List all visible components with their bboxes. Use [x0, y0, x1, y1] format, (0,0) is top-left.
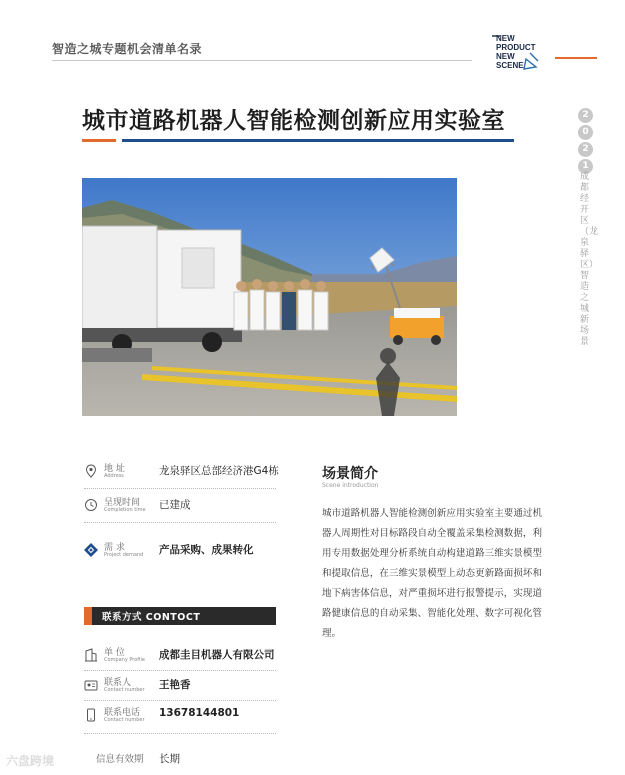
- row-divider: [84, 733, 276, 734]
- header-title: 智造之城专题机会清单名录: [52, 42, 203, 56]
- row-divider: [84, 700, 276, 701]
- logo-line-2: PRODUCT: [496, 43, 536, 52]
- validity-value: 长期: [159, 753, 180, 765]
- address-value: 龙泉驿区总部经济港G4栋: [159, 465, 279, 477]
- row-divider: [84, 670, 276, 671]
- contact-phone-value: 13678144801: [159, 707, 240, 719]
- company-label-en: Company Profile: [104, 657, 145, 663]
- logo-accent-bar: [555, 57, 597, 59]
- completion-label: 呈现时间: [104, 498, 141, 508]
- year-digit: 2: [578, 142, 593, 157]
- contact-heading-accent: [84, 607, 92, 625]
- demand-label: 需 求: [104, 543, 125, 553]
- contact-heading: 联系方式 CONTOCT: [102, 612, 201, 623]
- logo-line-1: NEW: [496, 34, 515, 43]
- completion-value: 已建成: [159, 499, 191, 511]
- header-divider: [52, 60, 472, 61]
- demand-value: 产品采购、成果转化: [159, 544, 254, 556]
- contact-person-label-en: Contact number: [104, 687, 145, 693]
- scene-title: 场景简介: [322, 466, 378, 482]
- location-pin-icon: [84, 464, 98, 478]
- row-divider: [84, 488, 276, 489]
- scene-description: 城市道路机器人智能检测创新应用实验室主要通过机器人周期性对目标路段自动全覆盖采集检测数据，利用专用数据处理分析系统自动构建道路三维实景模型和提取信息，在三维实景模型上动态更新路面损坏和地下病害体信息，对严重损坏进行报警提示，实现道路健康信息的自动采集、智能化处理、数字可视化管理。: [322, 508, 542, 639]
- contact-person-label: 联系人: [104, 678, 132, 688]
- year-digit: 0: [578, 125, 593, 140]
- row-divider: [84, 522, 276, 523]
- address-label-en: Address: [104, 473, 124, 479]
- demand-diamond-icon: [84, 543, 98, 557]
- title-underline-orange: [82, 139, 116, 142]
- company-value: 成都圭目机器人有限公司: [159, 649, 275, 661]
- logo-line-3: NEW: [496, 52, 515, 61]
- demand-label-en: Project demand: [104, 552, 144, 558]
- side-vertical-caption: 成都经开区（龙泉驿区）智造之城新场景: [580, 172, 599, 347]
- company-label: 单 位: [104, 648, 125, 658]
- id-card-icon: [84, 678, 98, 692]
- new-product-new-scene-logo: [490, 33, 550, 73]
- year-badges: [578, 108, 596, 176]
- photo-illustration: [82, 178, 457, 416]
- completion-label-en: Completion time: [104, 507, 146, 513]
- watermark: 六盘跨境: [6, 754, 55, 768]
- validity-label: 信息有效期: [96, 754, 144, 765]
- title-underline-blue: [122, 139, 514, 142]
- clock-icon: [84, 498, 98, 512]
- logo-line-4: SCENE: [496, 61, 524, 70]
- scene-subtitle: Scene introduction: [322, 482, 379, 489]
- phone-icon: [84, 708, 98, 722]
- year-digit: 1: [578, 159, 593, 174]
- address-label: 地 址: [104, 464, 125, 474]
- year-digit: 2: [578, 108, 593, 123]
- page-title: 城市道路机器人智能检测创新应用实验室: [82, 108, 505, 134]
- building-icon: [84, 648, 98, 662]
- contact-phone-label: 联系电话: [104, 708, 141, 718]
- lab-photo: [82, 178, 457, 416]
- contact-phone-label-en: Contact number: [104, 717, 145, 723]
- contact-person-value: 王艳香: [159, 679, 191, 691]
